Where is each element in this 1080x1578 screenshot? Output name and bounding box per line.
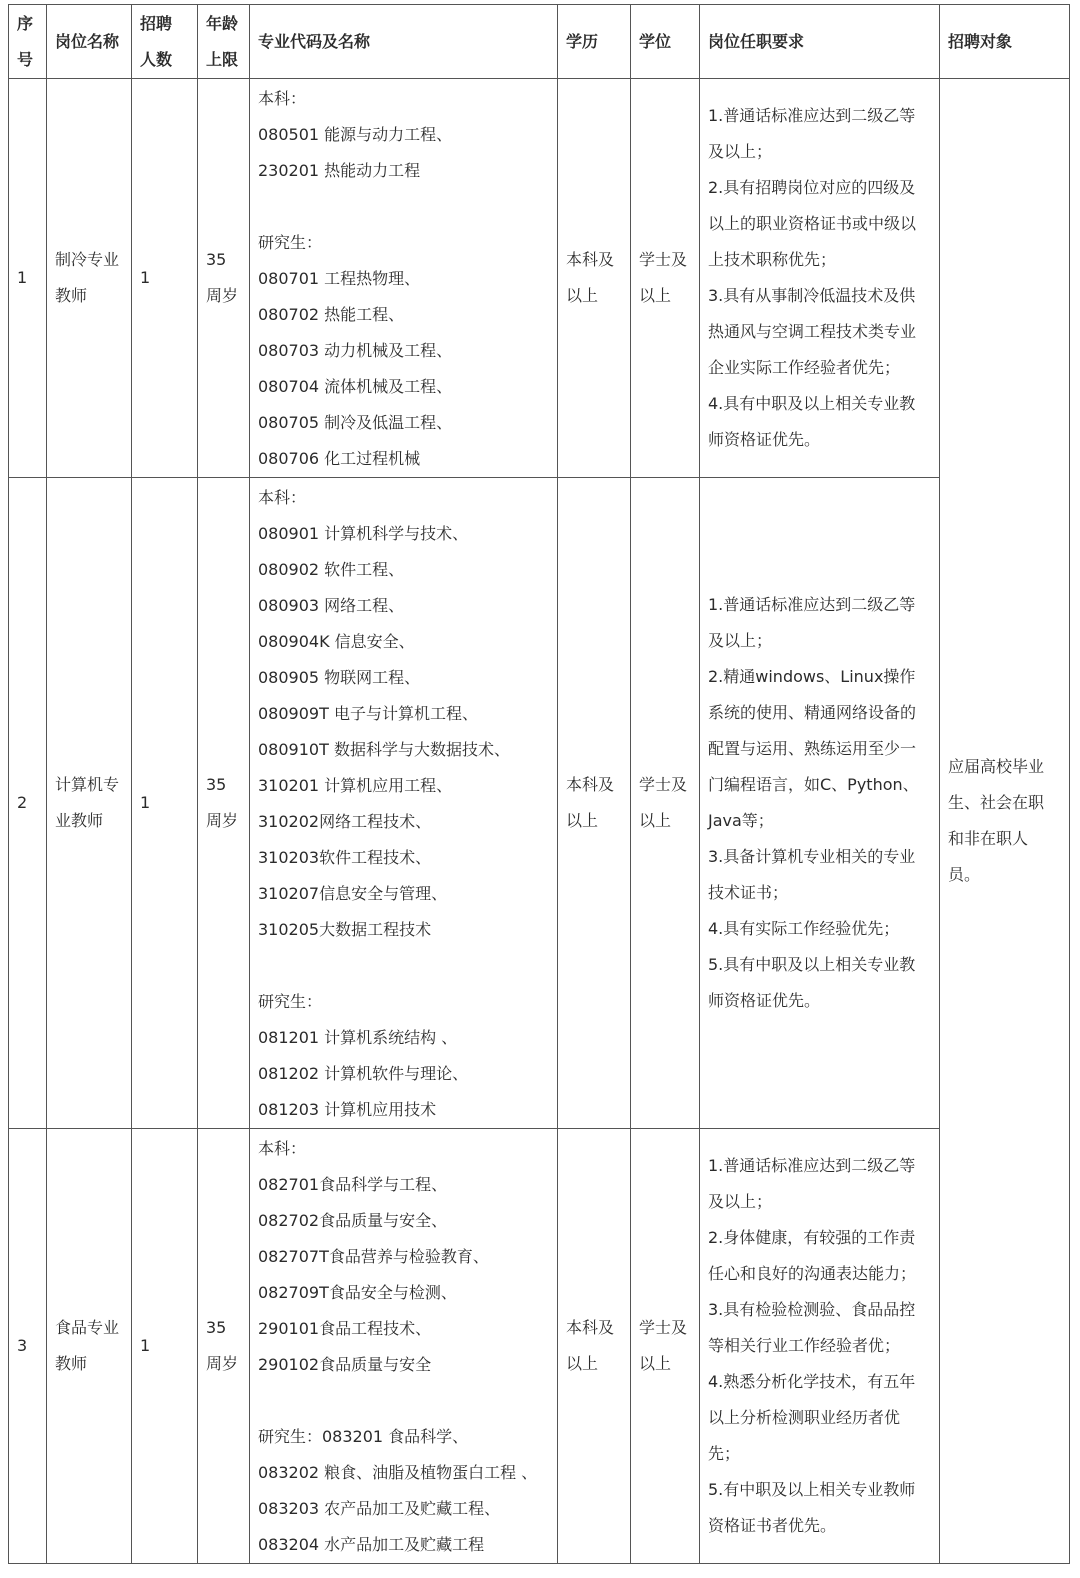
text-line: 师资格证优先。: [708, 991, 821, 1010]
text-line: 本科：: [258, 89, 307, 108]
cell-degree: 学士及 以上: [631, 1129, 700, 1564]
header-degree: 学位: [631, 5, 700, 79]
text-line: 082709T食品安全与检测、: [258, 1283, 457, 1302]
table-row: [9, 79, 1070, 478]
text-line: 082707T食品营养与检验教育、: [258, 1247, 489, 1266]
text-line: 082701食品科学与工程、: [258, 1175, 448, 1194]
text-line: 080703 动力机械及工程、: [258, 341, 453, 360]
cell-majors: [250, 478, 558, 1129]
text-line: 081202 计算机软件与理论、: [258, 1064, 469, 1083]
text-line: 080910T 数据科学与大数据技术、: [258, 740, 510, 759]
header-age: 年龄 上限: [198, 5, 250, 79]
header-education: 学历: [558, 5, 631, 79]
text-line: 研究生：083201 食品科学、: [258, 1427, 469, 1446]
text-line: 本科：: [258, 1139, 307, 1158]
text-line: 及以上；: [708, 1192, 773, 1211]
text-line: 以上分析检测职业经历者优: [708, 1408, 901, 1427]
header-count: 招聘 人数: [132, 5, 198, 79]
text-line: 上技术职称优先；: [708, 250, 837, 269]
text-line: 310201 计算机应用工程、: [258, 776, 453, 795]
cell-seq: 1: [9, 79, 47, 478]
cell-degree: 学士及 以上: [631, 478, 700, 1129]
cell-majors: [250, 79, 558, 478]
text-line: 5.具有中职及以上相关专业教: [708, 955, 916, 974]
text-line: 本科：: [258, 488, 307, 507]
cell-count: 1: [132, 478, 198, 1129]
text-line: 080706 化工过程机械: [258, 449, 421, 468]
header-major: 专业代码及名称: [250, 5, 558, 79]
text-line: 1.普通话标准应达到二级乙等: [708, 106, 916, 125]
cell-degree: 学士及 以上: [631, 79, 700, 478]
cell-position: 制冷专业 教师: [47, 79, 132, 478]
header-requirements: 岗位任职要求: [700, 5, 940, 79]
text-line: 080901 计算机科学与技术、: [258, 524, 469, 543]
text-line: 技术证书；: [708, 883, 789, 902]
text-line: [258, 189, 549, 225]
text-line: 080701 工程热物理、: [258, 269, 421, 288]
cell-age: 35 周岁: [198, 1129, 250, 1564]
cell-majors: [250, 1129, 558, 1564]
text-line: 083203 农产品加工及贮藏工程、: [258, 1499, 501, 1518]
text-line: 310202网络工程技术、: [258, 812, 432, 831]
text-line: 资格证书者优先。: [708, 1516, 837, 1535]
table-header-row: [9, 5, 1070, 79]
cell-count: 1: [132, 1129, 198, 1564]
header-position: 岗位名称: [47, 5, 132, 79]
text-line: 4.具有中职及以上相关专业教: [708, 394, 916, 413]
text-line: 1.普通话标准应达到二级乙等: [708, 1156, 916, 1175]
text-line: 4.具有实际工作经验优先；: [708, 919, 900, 938]
text-line: 师资格证优先。: [708, 430, 821, 449]
text-line: 080905 物联网工程、: [258, 668, 421, 687]
text-line: 310203软件工程技术、: [258, 848, 432, 867]
text-line: 081203 计算机应用技术: [258, 1100, 437, 1119]
cell-age: 35 周岁: [198, 478, 250, 1129]
text-line: 080909T 电子与计算机工程、: [258, 704, 478, 723]
cell-education: 本科及 以上: [558, 79, 631, 478]
cell-requirements: [700, 79, 940, 478]
header-target: 招聘对象: [940, 5, 1070, 79]
text-line: 等相关行业工作经验者优；: [708, 1336, 901, 1355]
text-line: 082702食品质量与安全、: [258, 1211, 448, 1230]
text-line: 及以上；: [708, 142, 773, 161]
cell-age: 35 周岁: [198, 79, 250, 478]
text-line: 先；: [708, 1444, 741, 1463]
text-line: 1.普通话标准应达到二级乙等: [708, 595, 916, 614]
text-line: [258, 948, 549, 984]
text-line: 3.具备计算机专业相关的专业: [708, 847, 916, 866]
table-row: [9, 478, 1070, 1129]
cell-seq: 3: [9, 1129, 47, 1564]
text-line: 研究生：: [258, 992, 323, 1011]
cell-requirements: [700, 1129, 940, 1564]
text-line: 081201 计算机系统结构 、: [258, 1028, 458, 1047]
cell-requirements: [700, 478, 940, 1129]
text-line: 290101食品工程技术、: [258, 1319, 432, 1338]
text-line: 2.具有招聘岗位对应的四级及: [708, 178, 916, 197]
text-line: 研究生：: [258, 233, 323, 252]
text-line: 4.熟悉分析化学技术，有五年: [708, 1372, 916, 1391]
text-line: 080702 热能工程、: [258, 305, 405, 324]
text-line: 2.精通windows、Linux操作: [708, 667, 916, 686]
text-line: 080501 能源与动力工程、: [258, 125, 453, 144]
text-line: 290102食品质量与安全: [258, 1355, 432, 1374]
text-line: 083202 粮食、油脂及植物蛋白工程 、: [258, 1463, 538, 1482]
text-line: 080902 软件工程、: [258, 560, 405, 579]
cell-seq: 2: [9, 478, 47, 1129]
text-line: 080904K 信息安全、: [258, 632, 415, 651]
text-line: 080705 制冷及低温工程、: [258, 413, 453, 432]
table-row: [9, 1129, 1070, 1564]
cell-target: 应届高校毕业 生、社会在职 和非在职人 员。: [940, 79, 1070, 1564]
text-line: 080903 网络工程、: [258, 596, 405, 615]
text-line: 系统的使用、精通网络设备的: [708, 703, 917, 722]
text-line: 及以上；: [708, 631, 773, 650]
text-line: 企业实际工作经验者优先；: [708, 358, 901, 377]
header-seq: 序 号: [9, 5, 47, 79]
text-line: 2.身体健康，有较强的工作责: [708, 1228, 916, 1247]
cell-education: 本科及 以上: [558, 1129, 631, 1564]
text-line: Java等；: [708, 811, 774, 830]
text-line: [258, 1383, 549, 1419]
text-line: 080704 流体机械及工程、: [258, 377, 453, 396]
text-line: 热通风与空调工程技术类专业: [708, 322, 917, 341]
text-line: 门编程语言，如C、Python、: [708, 775, 919, 794]
text-line: 310207信息安全与管理、: [258, 884, 448, 903]
text-line: 配置与运用、熟练运用至少一: [708, 739, 917, 758]
cell-education: 本科及 以上: [558, 478, 631, 1129]
cell-position: 食品专业 教师: [47, 1129, 132, 1564]
text-line: 083204 水产品加工及贮藏工程: [258, 1535, 485, 1554]
text-line: 310205大数据工程技术: [258, 920, 432, 939]
text-line: 230201 热能动力工程: [258, 161, 421, 180]
recruitment-table: [8, 4, 1070, 1564]
text-line: 任心和良好的沟通表达能力；: [708, 1264, 917, 1283]
cell-position: 计算机专 业教师: [47, 478, 132, 1129]
text-line: 以上的职业资格证书或中级以: [708, 214, 917, 233]
text-line: 3.具有检验检测验、食品品控: [708, 1300, 916, 1319]
text-line: 3.具有从事制冷低温技术及供: [708, 286, 916, 305]
cell-count: 1: [132, 79, 198, 478]
text-line: 5.有中职及以上相关专业教师: [708, 1480, 916, 1499]
